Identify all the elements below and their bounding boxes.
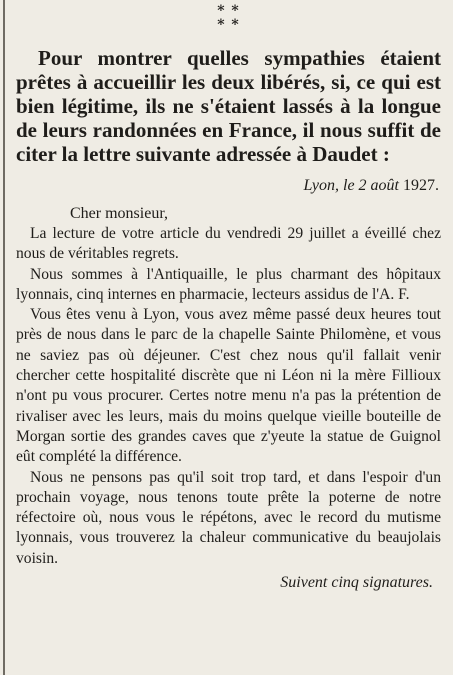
letter-place-date: Lyon, le 2 août: [303, 177, 399, 194]
letter-paragraph-2: Nous sommes à l'Antiquaille, le plus charmant des hôpitaux lyonnais, cinq internes en pharmacie, lecteurs assidus de l'A. F.: [16, 265, 441, 303]
letter-signature: Suivent cinq signatures.: [280, 574, 433, 592]
letter-dateline: [12, 176, 439, 196]
letter-paragraph-3: Vous êtes venu à Lyon, vous avez même passé deux heures tout près de nous dans le parc de la chapelle Sainte Philomène, et vous ne saviez pas où déjeuner. C'est chez nous qu'il fallait venir chercher cette hospitalité discrète que ni Léon ni la mère Fillioux n'ont pu vous procurer. Certes notre menu n'a pas la prétention de rivaliser avec les leurs, mais du moins quelque vieille bouteille de Morgan sortie des grandes caves que z'yeute la statue de Guignol eût complété la différence.: [16, 306, 441, 466]
letter-paragraph-4: Nous ne pensons pas qu'il soit trop tard, et dans l'espoir d'un prochain voyage, nous tenons toute prête la poterne de notre réfectoire où, nous vous le répétons, avec le record du mutisme lyonnais, vous trouverez la chaleur communicative du beaujolais voisin.: [16, 468, 441, 567]
section-separator: [12, 4, 445, 32]
letter-paragraph-1: La lecture de votre article du vendredi 29 juillet a éveillé chez nous de véritables regrets.: [16, 225, 441, 263]
separator-stars: * * * *: [217, 3, 240, 33]
letter-body: [12, 224, 445, 569]
intro-paragraph: Pour montrer quelles sympathies étaient prêtes à accueillir les deux libérés, si, ce qui est bien légitime, ils ne s'étaient lassés à la longue de leurs randonnées en France, il nous suffit de citer la lettre suivante adressée à Daudet :: [16, 46, 441, 166]
clipping-edge: [3, 0, 5, 675]
letter-salutation: Cher monsieur,: [70, 205, 169, 222]
letter-year: 1927.: [403, 177, 439, 194]
